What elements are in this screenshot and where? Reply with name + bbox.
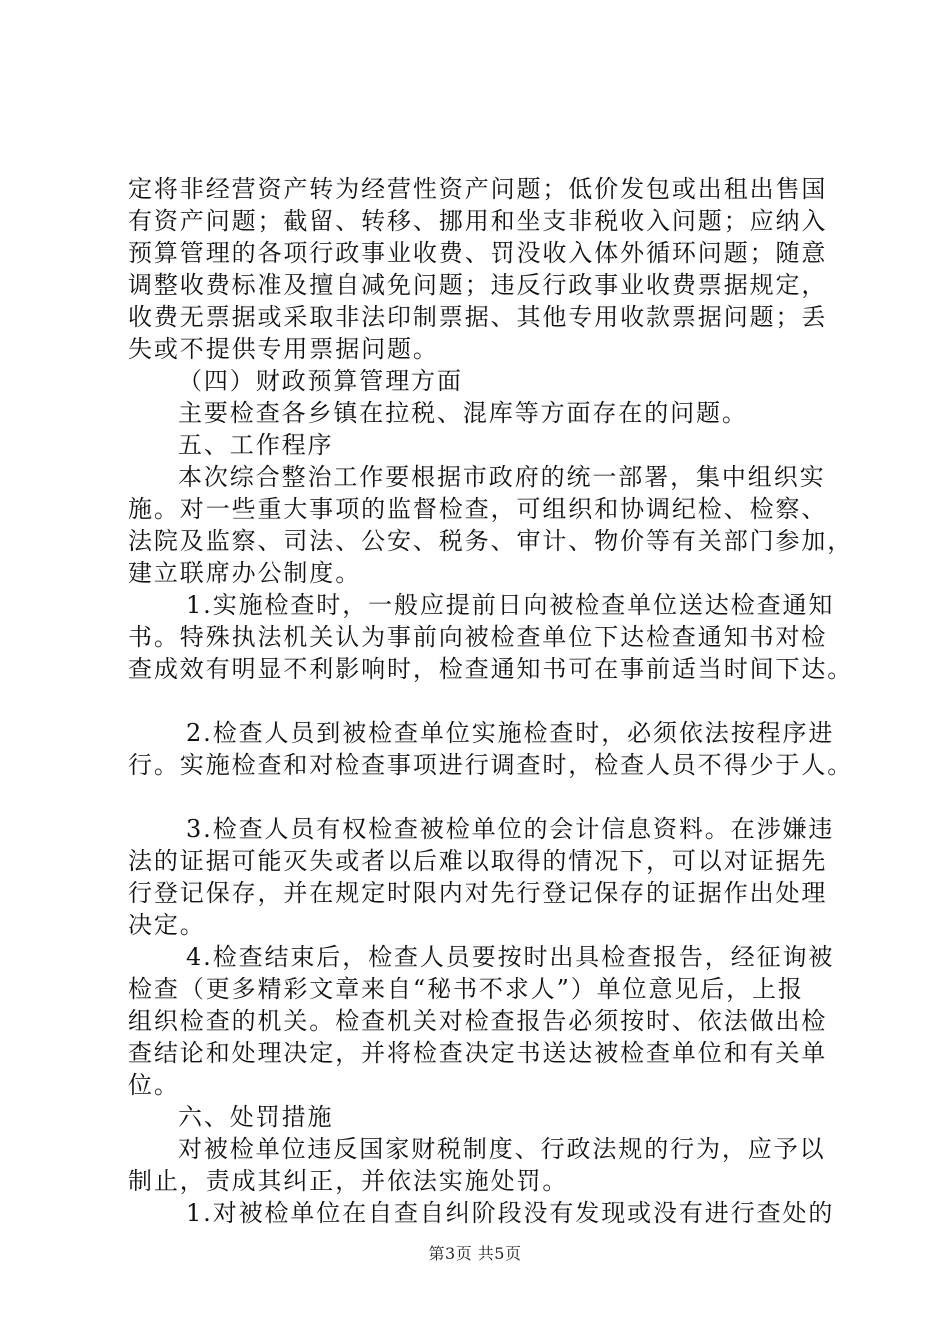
text-line: 决定。 — [128, 911, 206, 939]
text-line: 书。特殊执法机关认为事前向被检查单位下达检查通知书对检 — [128, 623, 828, 651]
text-line: 查成效有明显不利影响时，检查通知书可在事前适当时间下达。 — [128, 655, 854, 683]
text-line: 检查（更多精彩文章来自“秘书不求人”）单位意见后，上报 — [128, 975, 804, 1003]
numbered-item: 3.检查人员有权检查被检单位的会计信息资料。在涉嫌违 — [186, 815, 835, 843]
text-line: 查结论和处理决定，并将检查决定书送达被检查单位和有关单 — [128, 1039, 828, 1067]
numbered-item: 2.检查人员到被检查单位实施检查时，必须依法按程序进 — [186, 719, 835, 747]
section-heading: 六、处罚措施 — [178, 1103, 334, 1131]
blank-line — [128, 685, 828, 717]
text-line: 调整收费标准及擅自减免问题；违反行政事业收费票据规定， — [128, 271, 828, 299]
text-line: 法的证据可能灭失或者以后难以取得的情况下，可以对证据先 — [128, 847, 828, 875]
text-line: 行登记保存，并在规定时限内对先行登记保存的证据作出处理 — [128, 879, 828, 907]
text-line: 施。对一些重大事项的监督检查，可组织和协调纪检、检察、 — [128, 495, 828, 523]
section-heading: 五、工作程序 — [178, 431, 334, 459]
numbered-item: 1.实施检查时，一般应提前日向被检查单位送达检查通知 — [186, 591, 835, 619]
text-line: 对被检单位违反国家财税制度、行政法规的行为，应予以 — [178, 1135, 826, 1163]
text-line: 组织检查的机关。检查机关对检查报告必须按时、依法做出检 — [128, 1007, 828, 1035]
blank-line — [128, 781, 828, 813]
text-line: 主要检查各乡镇在拉税、混库等方面存在的问题。 — [178, 399, 748, 427]
text-line: 法院及监察、司法、公安、税务、审计、物价等有关部门参加， — [128, 527, 854, 555]
text-line: 行。实施检查和对检查事项进行调查时，检查人员不得少于人。 — [128, 751, 854, 779]
text-line: 位。 — [128, 1071, 180, 1099]
text-line: 有资产问题；截留、转移、挪用和坐支非税收入问题；应纳入 — [128, 207, 828, 235]
numbered-item: 4.检查结束后，检查人员要按时出具检查报告，经征询被 — [186, 943, 835, 971]
text-line: 失或不提供专用票据问题。 — [128, 335, 439, 363]
numbered-item: 1.对被检单位在自查自纠阶段没有发现或没有进行查处的 — [186, 1199, 835, 1227]
text-line: 建立联席办公制度。 — [128, 559, 362, 587]
text-line: 本次综合整治工作要根据市政府的统一部署，集中组织实 — [178, 463, 826, 491]
text-line: 定将非经营资产转为经营性资产问题；低价发包或出租出售国 — [128, 175, 828, 203]
page-number-footer: 第3页 共5页 — [428, 1244, 522, 1263]
text-line: 收费无票据或采取非法印制票据、其他专用收款票据问题；丢 — [128, 303, 828, 331]
text-line: 预算管理的各项行政事业收费、罚没收入体外循环问题；随意 — [128, 239, 828, 267]
text-line: 制止，责成其纠正，并依法实施处罚。 — [128, 1167, 569, 1195]
document-body — [128, 173, 854, 1229]
section-heading: （四）财政预算管理方面 — [178, 367, 463, 395]
